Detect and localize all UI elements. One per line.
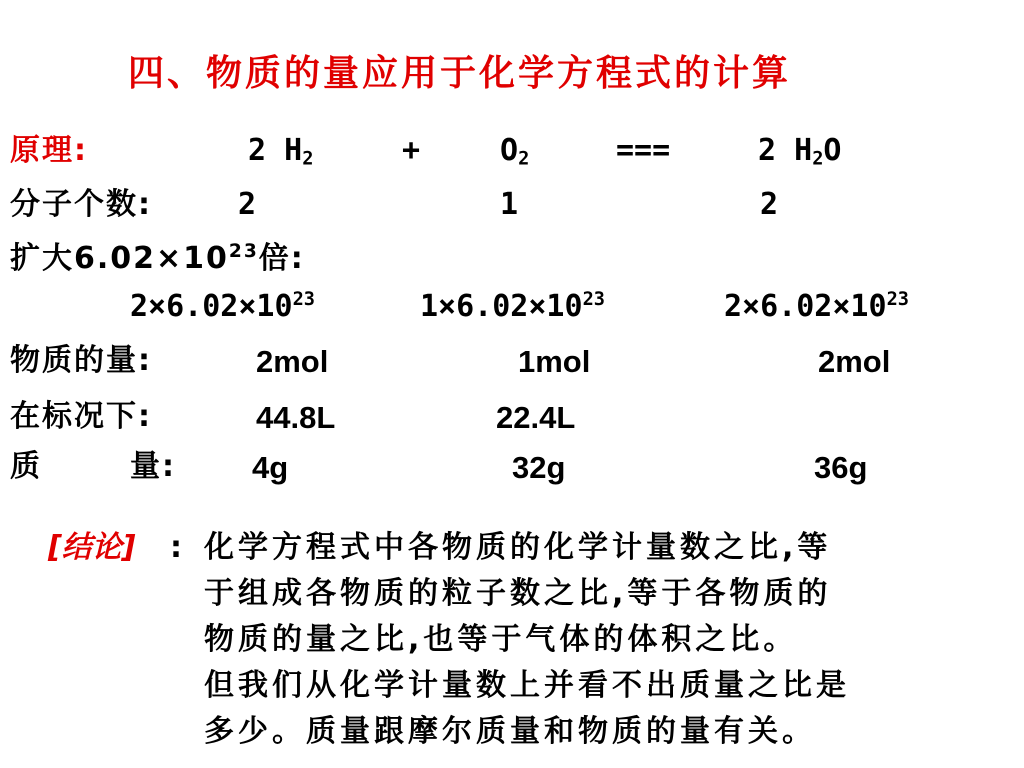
equation-term-h2o: 2 $H_2O$	[758, 133, 842, 170]
mass-h2o: 36g	[814, 450, 868, 485]
amount-o2: 1mol	[518, 344, 591, 379]
expand-value-o2: $1\times 6.02\times 10^{23}$	[420, 288, 605, 324]
molecule-count-h2o: 2	[760, 187, 779, 222]
mass-label-char: 质	[10, 449, 42, 484]
stp-label: 在标况下:	[10, 399, 152, 434]
expand-value-h2: $2\times 6.02\times 10^{23}$	[130, 288, 315, 324]
conclusion-text	[204, 525, 1004, 755]
equation-equals: ===	[616, 133, 671, 168]
conclusion-label: [结论]	[48, 530, 136, 565]
molecule-count-h2: 2	[238, 187, 257, 222]
expand-value-h2o: $2\times 6.02\times 10^{23}$	[724, 288, 909, 324]
conclusion-colon: :	[170, 530, 182, 565]
expand-label: 扩大$6.02\times 10^{23}$倍:	[10, 240, 305, 276]
conclusion-line: 物质的量之比,也等于气体的体积之比。	[204, 622, 798, 657]
stp-volume-h2: 44.8L	[256, 400, 336, 435]
equation-plus: +	[402, 133, 421, 168]
molecule-count-o2: 1	[500, 187, 519, 222]
conclusion-line: 于组成各物质的粒子数之比,等于各物质的	[204, 576, 832, 611]
principle-label: 原理:	[10, 133, 88, 168]
amount-h2: 2mol	[256, 344, 329, 379]
equation-term-o2: $O_2$	[500, 133, 530, 170]
conclusion-line: 但我们从化学计量数上并看不出质量之比是	[204, 668, 850, 703]
mass-o2: 32g	[512, 450, 566, 485]
stp-volume-o2: 22.4L	[496, 400, 576, 435]
mass-label: 量:	[130, 449, 176, 484]
molecule-count-label: 分子个数:	[10, 187, 152, 222]
conclusion-line: 多少。质量跟摩尔质量和物质的量有关。	[204, 714, 816, 749]
conclusion-line: 化学方程式中各物质的化学计量数之比,等	[204, 530, 832, 565]
amount-label: 物质的量:	[10, 343, 152, 378]
page-title: 四、物质的量应用于化学方程式的计算	[128, 53, 792, 94]
amount-h2o: 2mol	[818, 344, 891, 379]
mass-h2: 4g	[252, 450, 289, 485]
equation-term-h2: 2 $H_2$	[248, 133, 314, 170]
